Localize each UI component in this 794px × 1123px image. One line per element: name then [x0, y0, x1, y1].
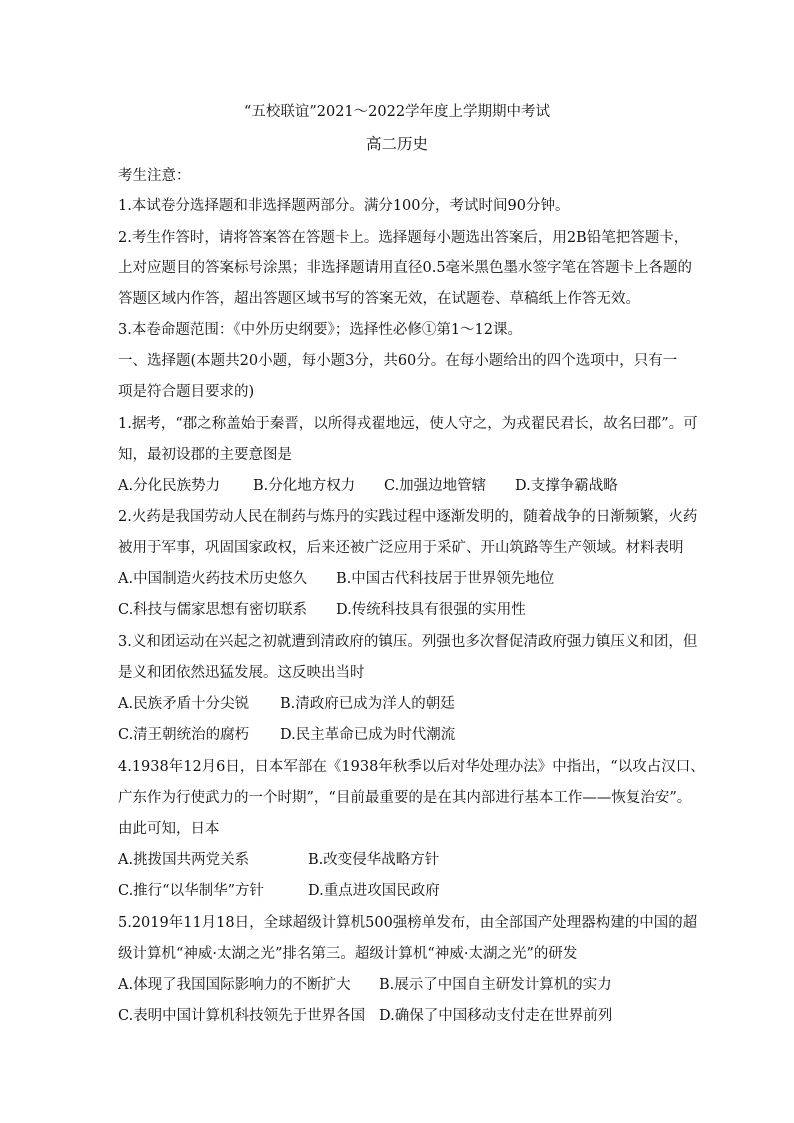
question-5-line-2: 级计算机“神威·太湖之光”排名第三。超级计算机“神威·太湖之光”的研发	[118, 946, 578, 962]
notice-item-2-line-3: 答题区域内作答，超出答题区域书写的答案无效，在试题卷、草稿纸上作答无效。	[118, 291, 640, 307]
question-2-option-c: C.科技与儒家思想有密切联系	[118, 602, 308, 618]
question-1-line-2: 知，最初设郡的主要意图是	[118, 447, 292, 463]
section-heading-line-2: 项是符合题目要求的)	[118, 384, 255, 400]
question-2-option-a: A.中国制造火药技术历史悠久	[118, 571, 308, 587]
question-4-line-3: 由此可知，日本	[118, 821, 220, 837]
question-5-option-a: A.体现了我国国际影响力的不断扩大	[118, 977, 351, 993]
question-5-line-1: 5.2019年11月18日，全球超级计算机500强榜单发布，由全部国产处理器构建的中国的超	[118, 915, 698, 931]
exam-title: “五校联谊”2021～2022学年度上学期期中考试	[243, 104, 551, 120]
notice-item-2-line-2: 上对应题目的答案标号涂黑；非选择题请用直径0.5毫米黑色墨水签字笔在答题卡上各题的	[118, 260, 693, 276]
question-2-line-1: 2.火药是我国劳动人民在制药与炼丹的实践过程中逐渐发明的，随着战争的日渐频繁，火药	[118, 509, 698, 525]
question-1-option-c: C.加强边地管辖	[384, 478, 487, 494]
question-1-line-1: 1.据考，“郡之称盖始于秦晋，以所得戎翟地远，使人守之，为戎翟民君长，故名曰郡”。可	[118, 416, 698, 432]
question-4-line-1: 4.1938年12月6日，日本军部在《1938年秋季以后对华处理办法》中指出，“以攻占汉口、	[118, 759, 705, 775]
question-3-line-2: 是义和团依然迅猛发展。这反映出当时	[118, 665, 365, 681]
question-4-option-a: A.挑拨国共两党关系	[118, 852, 250, 868]
subject-title: 高二历史	[365, 135, 428, 153]
notice-heading: 考生注意：	[118, 168, 191, 184]
section-heading-line-1: 一、选择题(本题共20小题，每小题3分，共60分。在每小题给出的四个选项中，只有一	[118, 353, 678, 369]
question-2-line-2: 被用于军事，巩固国家政权，后来还被广泛应用于采矿、开山筑路等生产领域。材料表明	[118, 540, 684, 556]
notice-item-1: 1.本试卷分选择题和非选择题两部分。满分100分，考试时间90分钟。	[118, 198, 570, 214]
question-2-option-d: D.传统科技具有很强的实用性	[336, 602, 526, 618]
question-3-option-b: B.清政府已成为洋人的朝廷	[280, 696, 455, 712]
question-4-line-2: 广东作为行使武力的一个时期”，“目前最重要的是在其内部进行基本工作——恢复治安”。	[118, 790, 692, 806]
question-1-option-a: A.分化民族势力	[118, 478, 221, 494]
question-4-option-d: D.重点进攻国民政府	[308, 883, 440, 899]
question-5-option-d: D.确保了中国移动支付走在世界前列	[379, 1008, 613, 1024]
question-5-option-b: B.展示了中国自主研发计算机的实力	[379, 977, 612, 993]
question-1-option-b: B.分化地方权力	[253, 478, 356, 494]
question-5-option-c: C.表明中国计算机科技领先于世界各国	[118, 1008, 366, 1024]
notice-item-3: 3.本卷命题范围：《中外历史纲要》；选择性必修①第1～12课。	[118, 322, 523, 338]
question-3-option-d: D.民主革命已成为时代潮流	[280, 727, 456, 743]
question-3-option-c: C.清王朝统治的腐朽	[118, 727, 250, 743]
question-3-option-a: A.民族矛盾十分尖锐	[118, 696, 250, 712]
question-1-option-d: D.支撑争霸战略	[515, 478, 618, 494]
question-4-option-c: C.推行“以华制华”方针	[118, 883, 265, 899]
notice-item-2-line-1: 2.考生作答时，请将答案答在答题卡上。选择题每小题选出答案后，用2B铅笔把答题卡，	[118, 230, 689, 246]
question-4-option-b: B.改变侵华战略方针	[308, 852, 440, 868]
question-3-line-1: 3.义和团运动在兴起之初就遭到清政府的镇压。列强也多次督促清政府强力镇压义和团，但	[118, 634, 698, 650]
question-2-option-b: B.中国古代科技居于世界领先地位	[336, 571, 555, 587]
